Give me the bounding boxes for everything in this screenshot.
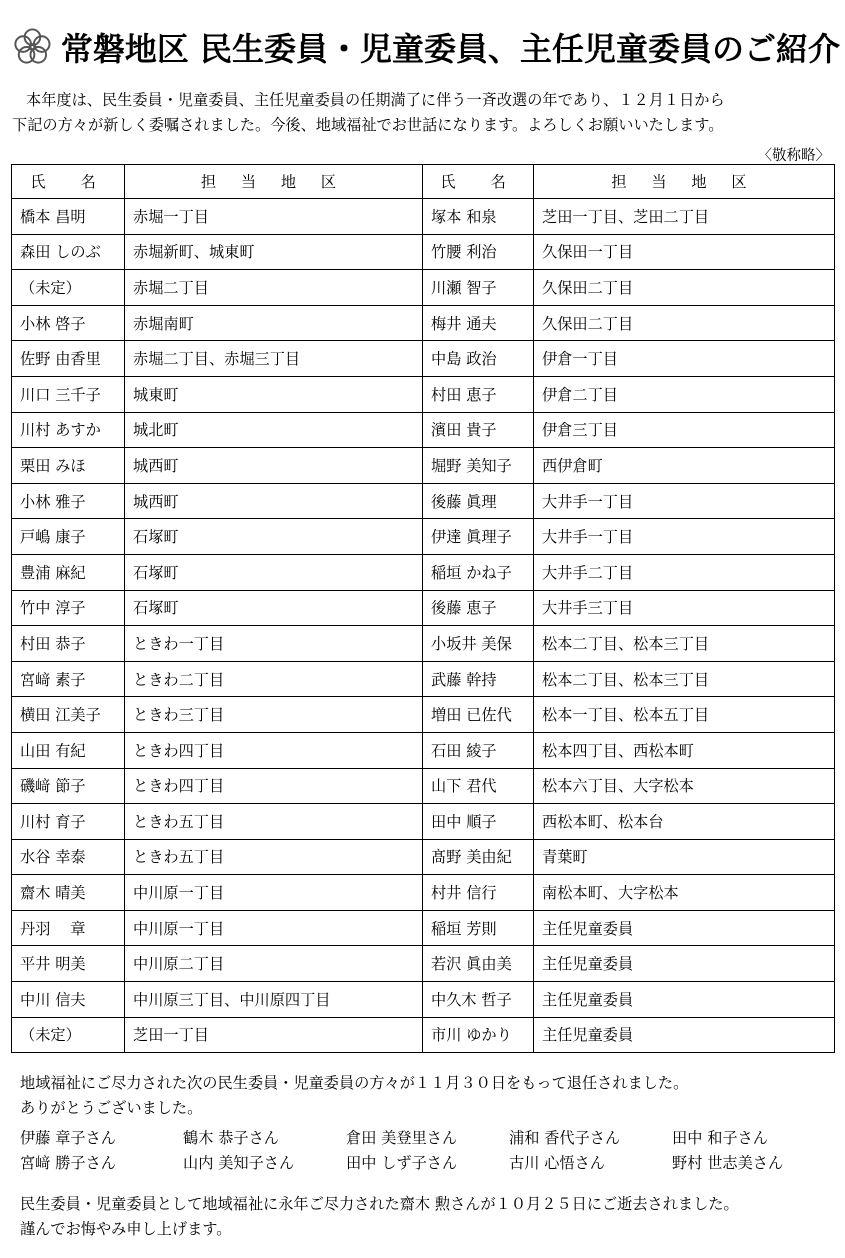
- column-header-name: 氏 名: [12, 165, 125, 199]
- table-row: [12, 270, 835, 306]
- table-row: [12, 199, 835, 235]
- district-cell: 主任児童委員: [534, 982, 835, 1018]
- page-title: 常磐地区 民生委員・児童委員、主任児童委員のご紹介: [60, 30, 840, 68]
- table-row: [12, 982, 835, 1018]
- intro-line: 下記の方々が新しく委嘱されました。今後、地域福祉でお世話になります。よろしくお願いいたします。: [12, 116, 724, 134]
- page-header: [10, 22, 840, 72]
- member-name-cell: 川村 あすか: [12, 412, 125, 448]
- district-cell: 青葉町: [534, 839, 835, 875]
- members-table-body: [12, 199, 835, 1053]
- table-row: [12, 1017, 835, 1053]
- member-name-cell: 中川 信夫: [12, 982, 125, 1018]
- member-name-cell: 村田 恵子: [423, 376, 534, 412]
- member-name-cell: 濱田 貴子: [423, 412, 534, 448]
- district-cell: ときわ四丁目: [125, 768, 423, 804]
- member-name-cell: 宮﨑 素子: [12, 661, 125, 697]
- retirement-line: ありがとうございました。: [20, 1099, 203, 1117]
- table-row: [12, 483, 835, 519]
- member-name-cell: （未定）: [12, 270, 125, 306]
- district-cell: 久保田二丁目: [534, 270, 835, 306]
- district-cell: 城北町: [125, 412, 423, 448]
- district-cell: 久保田二丁目: [534, 305, 835, 341]
- member-name-cell: （未定）: [12, 1017, 125, 1053]
- member-name-cell: 戸嶋 康子: [12, 519, 125, 555]
- district-cell: 西松本町、松本台: [534, 804, 835, 840]
- retiree-name: 田中 和子さん: [672, 1129, 768, 1147]
- district-cell: 大井手一丁目: [534, 483, 835, 519]
- member-name-cell: 山田 有紀: [12, 732, 125, 768]
- district-cell: ときわ四丁目: [125, 732, 423, 768]
- district-cell: 松本二丁目、松本三丁目: [534, 626, 835, 662]
- table-row: [12, 626, 835, 662]
- member-name-cell: 栗田 みほ: [12, 448, 125, 484]
- district-cell: 主任児童委員: [534, 910, 835, 946]
- member-name-cell: 小林 啓子: [12, 305, 125, 341]
- table-row: [12, 732, 835, 768]
- table-row: [12, 910, 835, 946]
- district-cell: 松本四丁目、西松本町: [534, 732, 835, 768]
- members-table: [11, 164, 835, 1053]
- district-cell: 伊倉三丁目: [534, 412, 835, 448]
- table-row: [12, 448, 835, 484]
- member-name-cell: 中島 政治: [423, 341, 534, 377]
- member-name-cell: 平井 明美: [12, 946, 125, 982]
- district-cell: 城東町: [125, 376, 423, 412]
- column-header-name: 氏 名: [423, 165, 534, 199]
- district-cell: 城西町: [125, 483, 423, 519]
- district-cell: 松本二丁目、松本三丁目: [534, 661, 835, 697]
- table-row: [12, 554, 835, 590]
- district-cell: 南松本町、大字松本: [534, 875, 835, 911]
- retirement-line: 地域福祉にご尽力された次の民生委員・児童委員の方々が１１月３０日をもって退任されました。: [20, 1074, 689, 1092]
- district-cell: 大井手三丁目: [534, 590, 835, 626]
- member-name-cell: 竹腰 利治: [423, 234, 534, 270]
- district-cell: 中川原三丁目、中川原四丁目: [125, 982, 423, 1018]
- district-cell: 大井手二丁目: [534, 554, 835, 590]
- member-name-cell: 後藤 恵子: [423, 590, 534, 626]
- table-row: [12, 804, 835, 840]
- district-cell: 赤堀一丁目: [125, 199, 423, 235]
- member-name-cell: 豊浦 麻紀: [12, 554, 125, 590]
- district-cell: 芝田一丁目、芝田二丁目: [534, 199, 835, 235]
- table-row: [12, 234, 835, 270]
- member-name-cell: 川瀬 智子: [423, 270, 534, 306]
- district-cell: 西伊倉町: [534, 448, 835, 484]
- table-row: [12, 305, 835, 341]
- member-name-cell: 髙野 美由紀: [423, 839, 534, 875]
- district-cell: ときわ二丁目: [125, 661, 423, 697]
- district-cell: 主任児童委員: [534, 946, 835, 982]
- member-name-cell: 伊達 眞理子: [423, 519, 534, 555]
- column-header-area: 担 当 地 区: [534, 165, 835, 199]
- table-row: [12, 875, 835, 911]
- district-cell: ときわ三丁目: [125, 697, 423, 733]
- table-row: [12, 946, 835, 982]
- retiree-name: 倉田 美登里さん: [346, 1129, 458, 1147]
- district-cell: ときわ一丁目: [125, 626, 423, 662]
- member-name-cell: 小坂井 美保: [423, 626, 534, 662]
- member-name-cell: 川口 三千子: [12, 376, 125, 412]
- intro-paragraph: [12, 88, 838, 138]
- retirement-notice: [20, 1071, 835, 1121]
- district-cell: 赤堀新町、城東町: [125, 234, 423, 270]
- table-row: [12, 412, 835, 448]
- member-name-cell: 市川 ゆかり: [423, 1017, 534, 1053]
- member-name-cell: 若沢 眞由美: [423, 946, 534, 982]
- table-row: [12, 590, 835, 626]
- member-name-cell: 稲垣 芳則: [423, 910, 534, 946]
- member-name-cell: 川村 育子: [12, 804, 125, 840]
- intro-line: 本年度は、民生委員・児童委員、主任児童委員の任期満了に伴う一斉改選の年であり、１２月１日から: [26, 91, 725, 109]
- member-name-cell: 竹中 淳子: [12, 590, 125, 626]
- table-row: [12, 376, 835, 412]
- member-name-cell: 橋本 昌明: [12, 199, 125, 235]
- district-cell: 主任児童委員: [534, 1017, 835, 1053]
- retiree-name: 古川 心悟さん: [509, 1154, 605, 1172]
- table-row: [12, 661, 835, 697]
- table-row: [12, 519, 835, 555]
- district-cell: 中川原一丁目: [125, 875, 423, 911]
- district-cell: 中川原二丁目: [125, 946, 423, 982]
- member-name-cell: 梅井 通夫: [423, 305, 534, 341]
- member-name-cell: 稲垣 かね子: [423, 554, 534, 590]
- retiree-name: 浦和 香代子さん: [509, 1129, 621, 1147]
- condolence-line: 謹んでお悔やみ申し上げます。: [20, 1220, 232, 1238]
- member-name-cell: 横田 江美子: [12, 697, 125, 733]
- table-row: [12, 768, 835, 804]
- member-name-cell: 塚本 和泉: [423, 199, 534, 235]
- district-cell: 中川原一丁目: [125, 910, 423, 946]
- member-name-cell: 森田 しのぶ: [12, 234, 125, 270]
- member-name-cell: 石田 綾子: [423, 732, 534, 768]
- retiree-list: [20, 1126, 835, 1176]
- member-name-cell: 村井 信行: [423, 875, 534, 911]
- retiree-name: 鶴木 恭子さん: [183, 1129, 279, 1147]
- retiree-name: 山内 美知子さん: [183, 1154, 295, 1172]
- district-cell: 石塚町: [125, 590, 423, 626]
- district-cell: 芝田一丁目: [125, 1017, 423, 1053]
- member-name-cell: 小林 雅子: [12, 483, 125, 519]
- honorific-note: 〈敬称略〉: [757, 148, 830, 164]
- member-name-cell: 丹羽 章: [12, 910, 125, 946]
- member-name-cell: 武藤 幹持: [423, 661, 534, 697]
- retiree-name: 野村 世志美さん: [672, 1154, 784, 1172]
- member-name-cell: 山下 君代: [423, 768, 534, 804]
- member-name-cell: 後藤 眞理: [423, 483, 534, 519]
- member-name-cell: 増田 已佐代: [423, 697, 534, 733]
- member-name-cell: 堀野 美知子: [423, 448, 534, 484]
- table-header-row: [12, 165, 835, 199]
- table-row: [12, 697, 835, 733]
- district-cell: 久保田一丁目: [534, 234, 835, 270]
- district-cell: 赤堀南町: [125, 305, 423, 341]
- retiree-name: 田中 しず子さん: [346, 1154, 458, 1172]
- district-cell: ときわ五丁目: [125, 804, 423, 840]
- table-row: [12, 839, 835, 875]
- table-row: [12, 341, 835, 377]
- member-name-cell: 磯﨑 節子: [12, 768, 125, 804]
- condolence-line: 民生委員・児童委員として地域福祉に永年ご尽力された齋木 勲さんが１０月２５日にご逝去されました。: [20, 1195, 739, 1213]
- district-cell: ときわ五丁目: [125, 839, 423, 875]
- retiree-name: 宮﨑 勝子さん: [20, 1154, 116, 1172]
- district-cell: 城西町: [125, 448, 423, 484]
- member-name-cell: 村田 恭子: [12, 626, 125, 662]
- district-cell: 赤堀二丁目: [125, 270, 423, 306]
- district-cell: 大井手一丁目: [534, 519, 835, 555]
- member-name-cell: 田中 順子: [423, 804, 534, 840]
- member-name-cell: 水谷 幸泰: [12, 839, 125, 875]
- district-cell: 伊倉二丁目: [534, 376, 835, 412]
- member-name-cell: 中久木 哲子: [423, 982, 534, 1018]
- column-header-area: 担 当 地 区: [125, 165, 423, 199]
- member-name-cell: 佐野 由香里: [12, 341, 125, 377]
- district-cell: 伊倉一丁目: [534, 341, 835, 377]
- district-cell: 松本六丁目、大字松本: [534, 768, 835, 804]
- district-cell: 赤堀二丁目、赤堀三丁目: [125, 341, 423, 377]
- district-cell: 石塚町: [125, 554, 423, 590]
- condolence-notice: [20, 1192, 840, 1242]
- flower-icon: [10, 24, 55, 70]
- district-cell: 石塚町: [125, 519, 423, 555]
- member-name-cell: 齋木 晴美: [12, 875, 125, 911]
- district-cell: 松本一丁目、松本五丁目: [534, 697, 835, 733]
- retiree-name: 伊藤 章子さん: [20, 1129, 116, 1147]
